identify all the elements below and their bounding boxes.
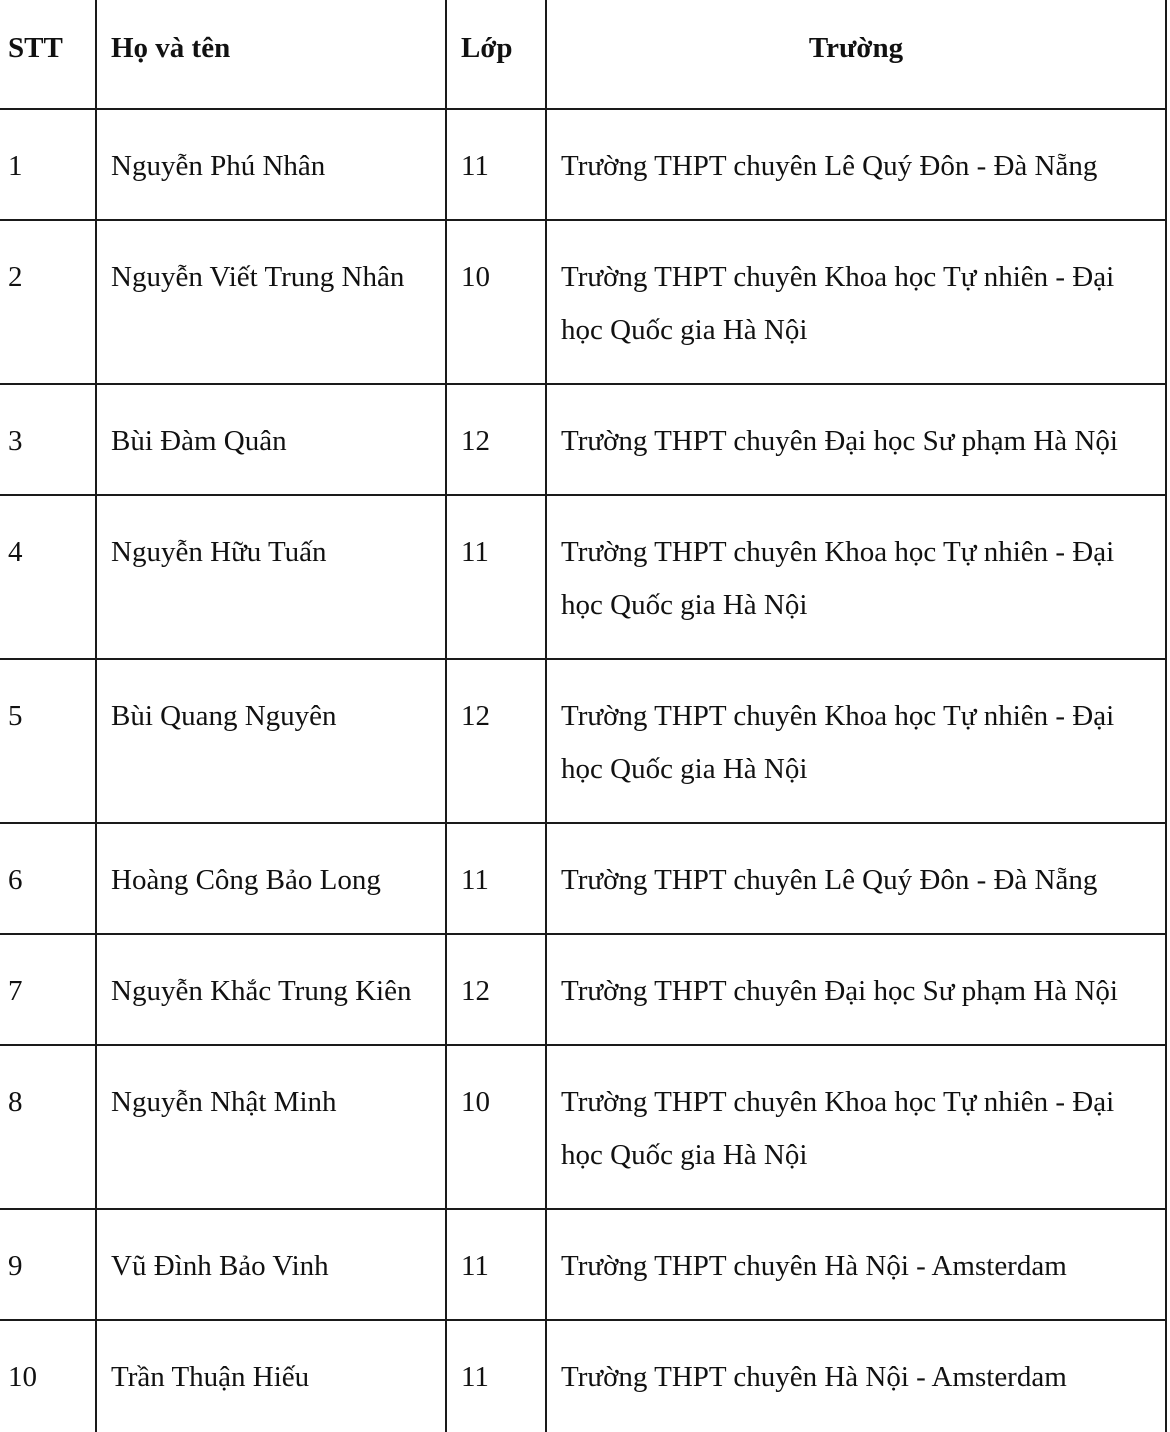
- cell-name: Trần Thuận Hiếu: [96, 1320, 446, 1432]
- table-row: [0, 659, 1166, 823]
- table-row: [0, 495, 1166, 659]
- table-row: [0, 1045, 1166, 1209]
- cell-stt: 10: [0, 1320, 96, 1432]
- cell-grade: 10: [446, 1045, 546, 1209]
- cell-name: Nguyễn Khắc Trung Kiên: [96, 934, 446, 1045]
- cell-name: Bùi Quang Nguyên: [96, 659, 446, 823]
- cell-school: Trường THPT chuyên Khoa học Tự nhiên - Đại học Quốc gia Hà Nội: [546, 220, 1166, 384]
- header-row: [0, 0, 1166, 109]
- cell-stt: 2: [0, 220, 96, 384]
- header-grade: Lớp: [446, 0, 546, 109]
- table-row: [0, 1320, 1166, 1432]
- header-school: Trường: [546, 0, 1166, 109]
- cell-school: Trường THPT chuyên Hà Nội - Amsterdam: [546, 1320, 1166, 1432]
- cell-name: Nguyễn Phú Nhân: [96, 109, 446, 220]
- cell-grade: 11: [446, 823, 546, 934]
- cell-school: Trường THPT chuyên Hà Nội - Amsterdam: [546, 1209, 1166, 1320]
- cell-school: Trường THPT chuyên Đại học Sư phạm Hà Nội: [546, 934, 1166, 1045]
- table-row: [0, 934, 1166, 1045]
- table-row: [0, 220, 1166, 384]
- cell-stt: 5: [0, 659, 96, 823]
- cell-stt: 4: [0, 495, 96, 659]
- cell-stt: 3: [0, 384, 96, 495]
- cell-grade: 12: [446, 384, 546, 495]
- cell-name: Nguyễn Hữu Tuấn: [96, 495, 446, 659]
- cell-stt: 8: [0, 1045, 96, 1209]
- table-row: [0, 109, 1166, 220]
- cell-grade: 11: [446, 1209, 546, 1320]
- cell-grade: 12: [446, 934, 546, 1045]
- cell-grade: 11: [446, 495, 546, 659]
- cell-name: Vũ Đình Bảo Vinh: [96, 1209, 446, 1320]
- cell-stt: 9: [0, 1209, 96, 1320]
- table-row: [0, 384, 1166, 495]
- cell-grade: 12: [446, 659, 546, 823]
- table-row: [0, 1209, 1166, 1320]
- cell-name: Nguyễn Nhật Minh: [96, 1045, 446, 1209]
- header-stt: STT: [0, 0, 96, 109]
- cell-grade: 11: [446, 1320, 546, 1432]
- table-row: [0, 823, 1166, 934]
- cell-school: Trường THPT chuyên Lê Quý Đôn - Đà Nẵng: [546, 823, 1166, 934]
- cell-stt: 1: [0, 109, 96, 220]
- cell-school: Trường THPT chuyên Khoa học Tự nhiên - Đại học Quốc gia Hà Nội: [546, 495, 1166, 659]
- cell-stt: 7: [0, 934, 96, 1045]
- cell-name: Nguyễn Viết Trung Nhân: [96, 220, 446, 384]
- cell-school: Trường THPT chuyên Đại học Sư phạm Hà Nội: [546, 384, 1166, 495]
- cell-name: Bùi Đàm Quân: [96, 384, 446, 495]
- cell-stt: 6: [0, 823, 96, 934]
- cell-school: Trường THPT chuyên Khoa học Tự nhiên - Đại học Quốc gia Hà Nội: [546, 659, 1166, 823]
- cell-grade: 10: [446, 220, 546, 384]
- cell-grade: 11: [446, 109, 546, 220]
- cell-name: Hoàng Công Bảo Long: [96, 823, 446, 934]
- cell-school: Trường THPT chuyên Khoa học Tự nhiên - Đại học Quốc gia Hà Nội: [546, 1045, 1166, 1209]
- cell-school: Trường THPT chuyên Lê Quý Đôn - Đà Nẵng: [546, 109, 1166, 220]
- header-name: Họ và tên: [96, 0, 446, 109]
